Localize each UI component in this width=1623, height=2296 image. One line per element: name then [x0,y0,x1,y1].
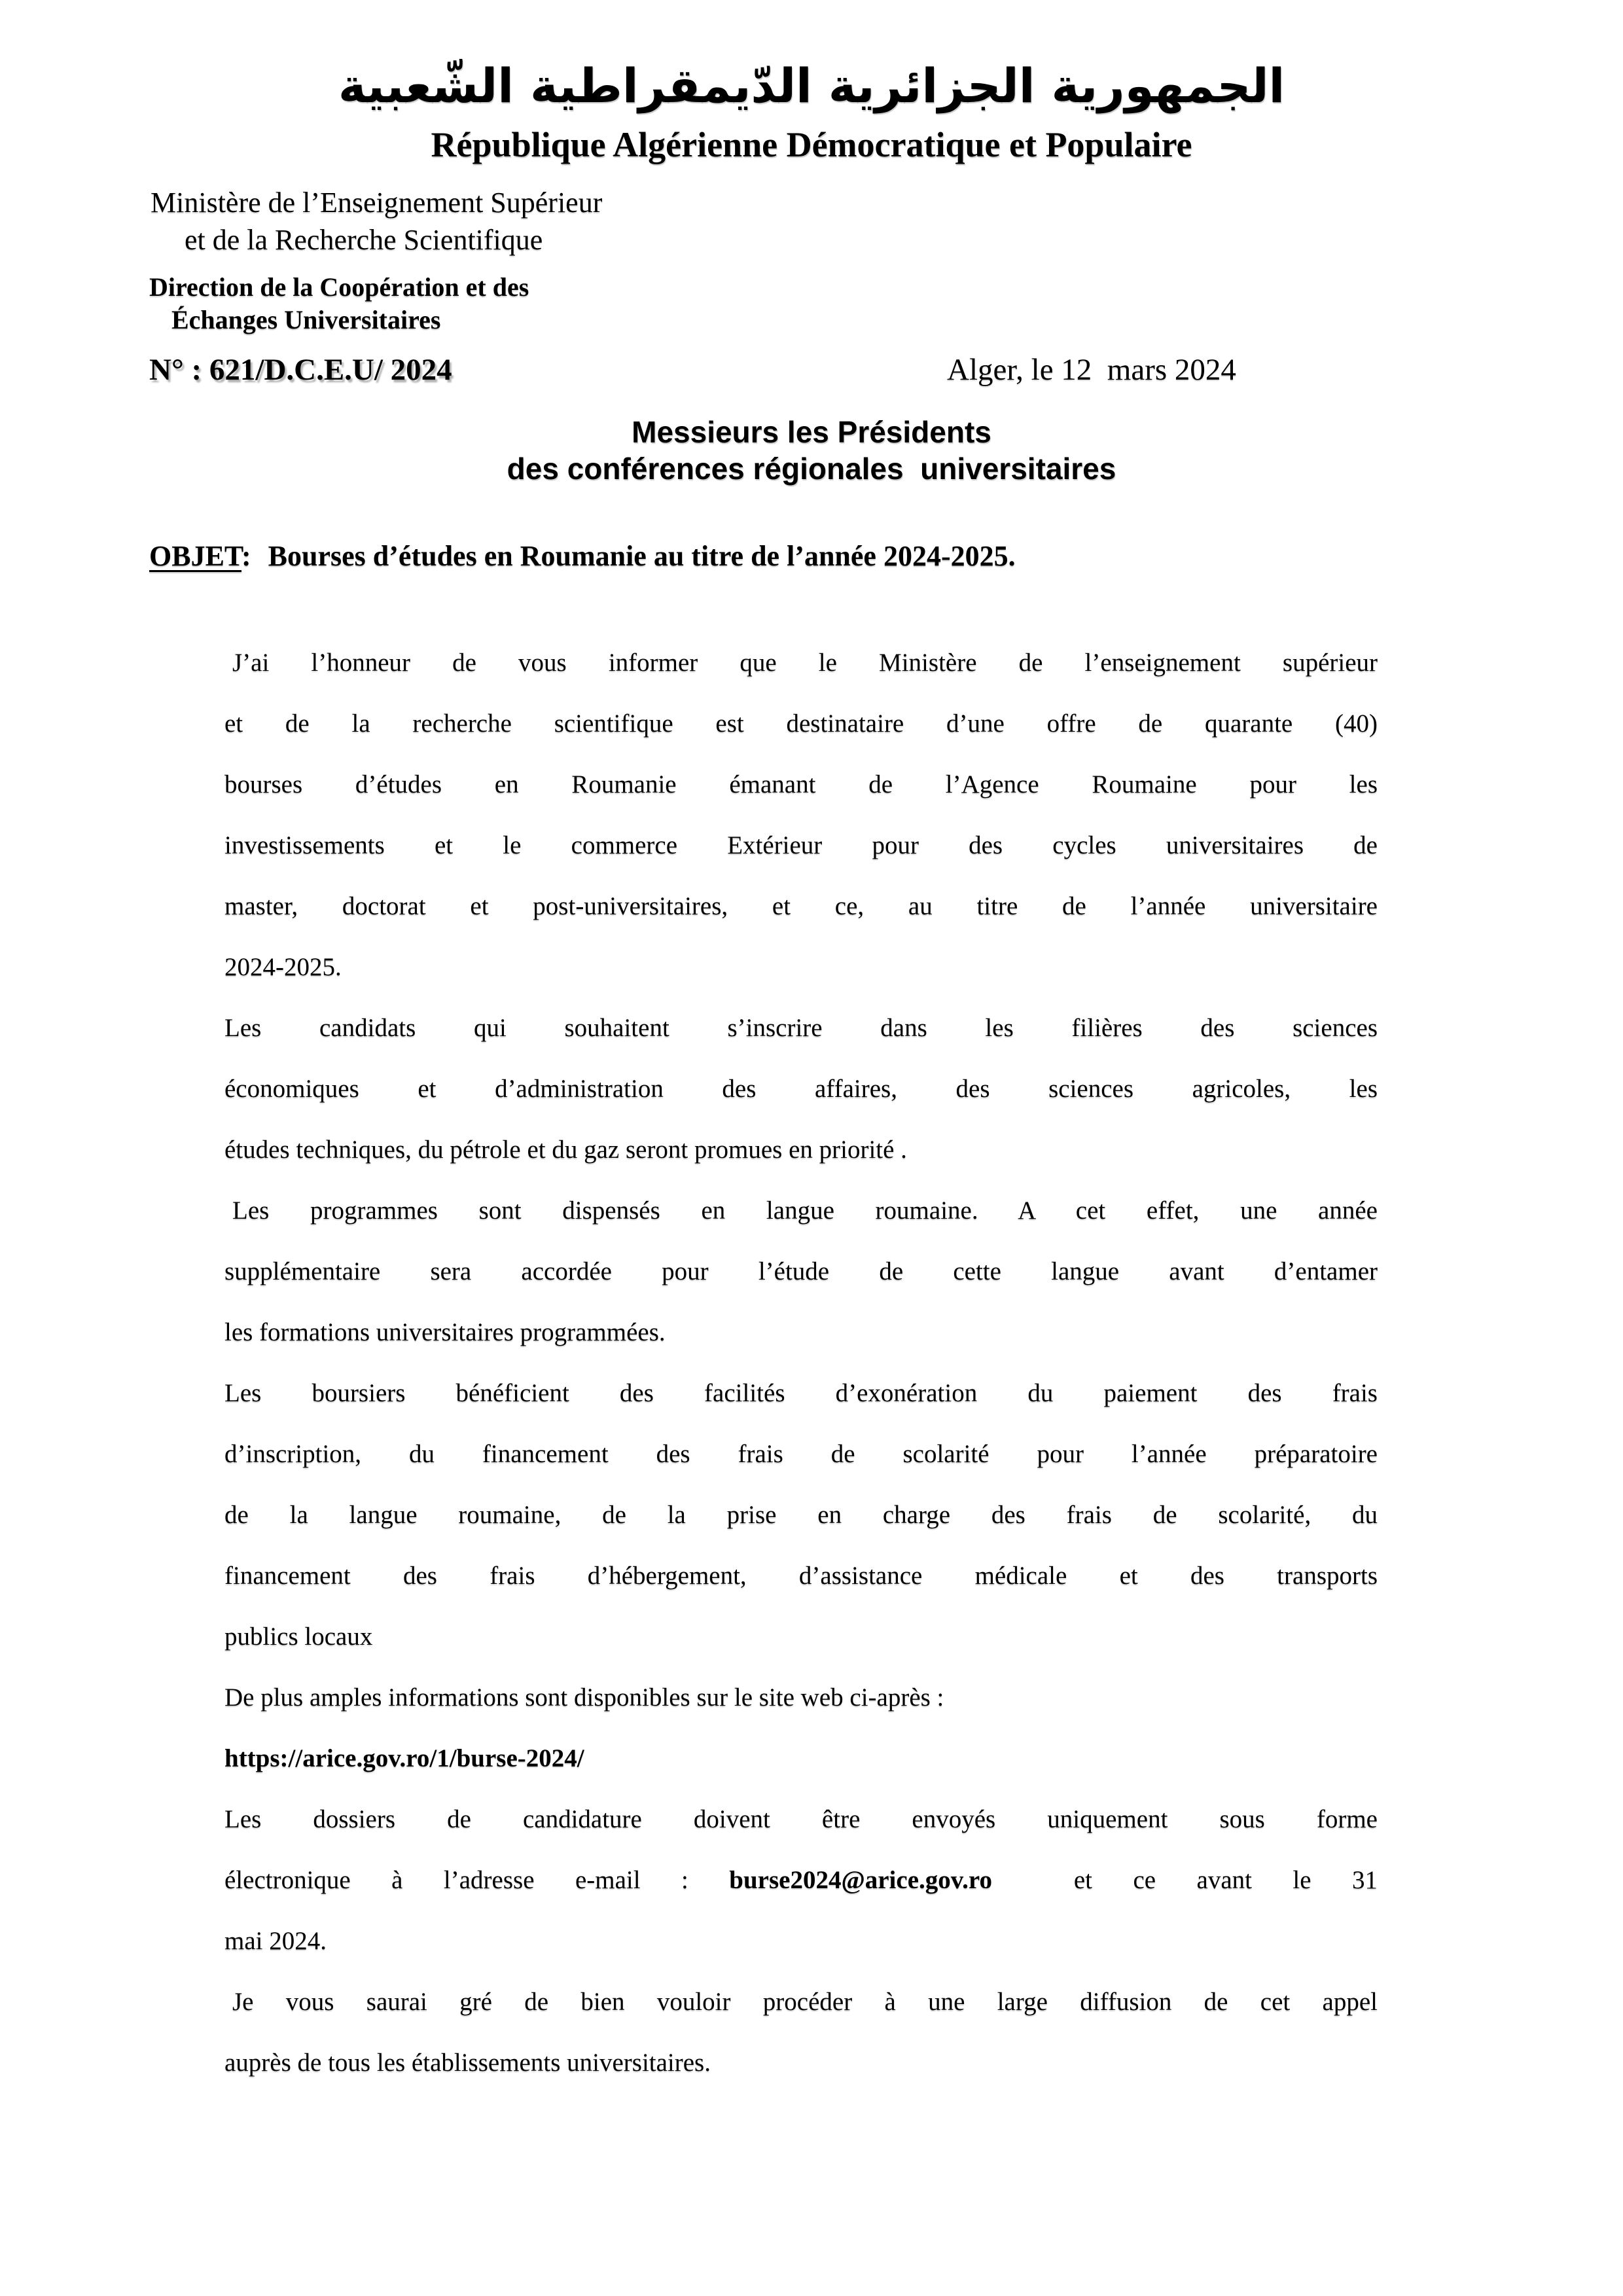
body-line [224,1850,1378,1910]
direction-line1: Direction de la Coopération et des [149,272,529,302]
body-line: 2024-2025. [224,953,342,981]
body-line: Les boursiers bénéficient des facilités d’exonération du paiement des frais [224,1379,1378,1407]
body-line: de la langue roumaine, de la prise en charge des frais de scolarité, du [224,1501,1378,1529]
body-line: master, doctorat et post-universitaires, et ce, au titre de l’année universitaire [224,892,1378,920]
email-text: burse2024@arice.gov.ro [729,1866,992,1894]
body-line: Les dossiers de candidature doivent être envoyés uniquement sous forme [224,1805,1378,1833]
subject-label: OBJET [149,540,242,572]
email-post-text: et ce avant le 31 [991,1866,1378,1894]
subject-line [149,539,1016,573]
body-line: économiques et d’administration des affaires, des sciences agricoles, les [224,1075,1378,1103]
body-line: supplémentaire sera accordée pour l’étude de cette langue avant d’entamer [224,1257,1378,1285]
body-line: publics locaux [224,1623,373,1651]
direction-line2: Échanges Universitaires [171,305,441,334]
body-line: d’inscription, du financement des frais de scolarité pour l’année préparatoire [224,1440,1378,1468]
reference-number: N° : 621/D.C.E.U/ 2024 [149,353,452,387]
body-line: mai 2024. [224,1927,327,1955]
direction-block [149,271,529,336]
recipient-line1: Messieurs les Présidents [632,415,991,449]
body-line: études techniques, du pétrole et du gaz seront promues en priorité . [224,1136,907,1164]
subject-colon: : [241,540,251,572]
body-line: et de la recherche scientifique est destinataire d’une offre de quarante (40) [224,709,1378,738]
body-line: Je vous saurai gré de bien vouloir procéder à une large diffusion de cet appel [232,1988,1378,2016]
recipient-line2: des conférences régionales universitaires [507,452,1116,486]
arabic-title: الجمهورية الجزائرية الدّيمقراطية الشّعبية [338,58,1285,113]
french-title: République Algérienne Démocratique et Populaire [431,125,1192,164]
body-line: De plus amples informations sont disponibles sur le site web ci-après : [224,1683,944,1712]
ministry-block [151,184,602,259]
body-line: Les programmes sont dispensés en langue roumaine. A cet effet, une année [232,1196,1378,1225]
body-line: investissements et le commerce Extérieur pour des cycles universitaires de [224,831,1378,859]
body-line: bourses d’études en Roumanie émanant de l’Agence Roumaine pour les [224,770,1378,798]
url-text: https://arice.gov.ro/1/burse-2024/ [224,1744,584,1772]
ministry-line1: Ministère de l’Enseignement Supérieur [151,187,603,219]
body-line: financement des frais d’hébergement, d’assistance médicale et des transports [224,1562,1378,1590]
body-line: auprès de tous les établissements universitaires. [224,2049,711,2077]
body-line: J’ai l’honneur de vous informer que le Ministère de l’enseignement supérieur [232,649,1378,677]
recipient-block [0,414,1623,487]
ministry-line2: et de la Recherche Scientifique [185,224,543,256]
body-line: les formations universitaires programmées. [224,1318,666,1346]
subject-text: Bourses d’études en Roumanie au titre de l’année 2024-2025. [268,540,1016,572]
body-line: Les candidats qui souhaitent s’inscrire dans les filières des sciences [224,1014,1378,1042]
place-date: Alger, le 12 mars 2024 [947,353,1236,387]
email-pre-text: électronique à l’adresse e-mail : [224,1866,730,1894]
letter-body [224,632,1378,2093]
